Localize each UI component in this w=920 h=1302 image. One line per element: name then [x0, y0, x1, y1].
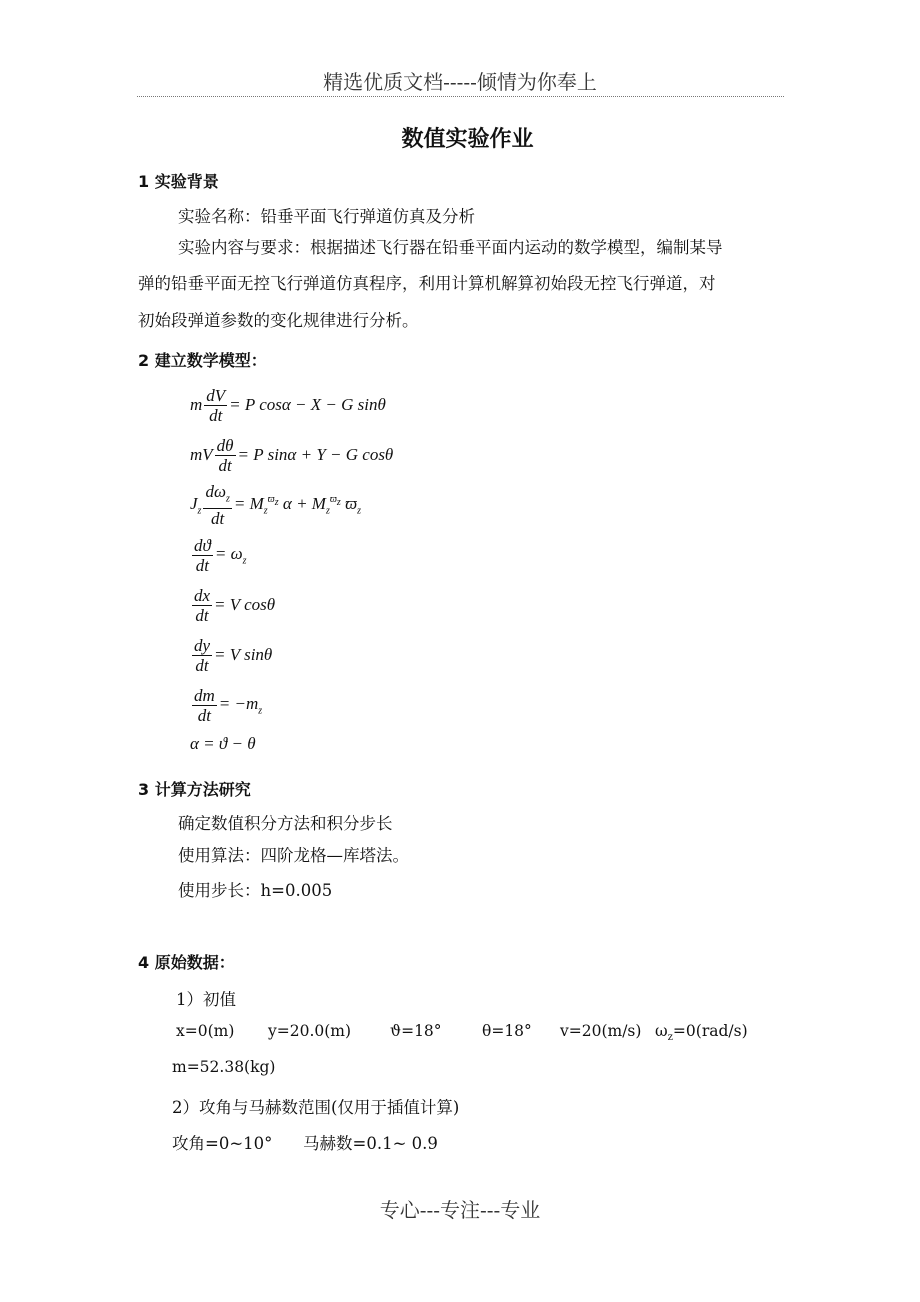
- section-2-heading: 2 建立数学模型：: [138, 351, 267, 370]
- mach-range: 马赫数=0.1~ 0.9: [303, 1134, 438, 1153]
- eq5-rhs: = V cosθ: [214, 595, 276, 614]
- header-divider: [137, 96, 784, 97]
- eq5-fraction: [192, 586, 212, 625]
- section-4-heading: 4 原始数据：: [138, 953, 235, 972]
- method-line-2: 使用算法：四阶龙格—库塔法。: [178, 846, 409, 865]
- experiment-name: 实验名称：铅垂平面飞行弹道仿真及分析: [178, 207, 475, 226]
- eq4-rhs: = $\omega_z$: [214, 543, 247, 567]
- init-pitch-angle: ϑ=18°: [390, 1022, 442, 1040]
- equation-x-position: [190, 585, 275, 625]
- content-line-2: 弹的铅垂平面无控飞行弹道仿真程序，利用计算机解算初始段无控飞行弹道，对: [138, 274, 716, 293]
- eq7-fraction: [192, 686, 217, 725]
- equation-velocity: [190, 385, 386, 425]
- range-label: 2）攻角与马赫数范围(仅用于插值计算): [172, 1098, 460, 1117]
- eq3-denominator: dt: [211, 509, 225, 529]
- content-line-1: 实验内容与要求：根据描述飞行器在铅垂平面内运动的数学模型，编制某导: [178, 238, 723, 257]
- init-angular-rate: $\omega_z=0(rad/s)$: [655, 1022, 748, 1044]
- equation-y-position: [190, 635, 272, 675]
- eq1-fraction: [204, 386, 227, 425]
- equation-flight-path: [190, 435, 393, 475]
- method-line-1: 确定数值积分方法和积分步长: [178, 814, 393, 833]
- alpha-range: 攻角=0~10°: [172, 1134, 273, 1153]
- eq8-lhs: α = ϑ − θ: [190, 734, 256, 753]
- eq1-numerator: dV: [206, 385, 226, 405]
- eq2-numerator: dθ: [216, 435, 234, 455]
- page-footer: 专心---专注---专业: [379, 1198, 541, 1222]
- eq3-lhs: $J_z$: [190, 493, 202, 517]
- eq2-fraction: [215, 436, 236, 475]
- equation-mass: [190, 685, 262, 725]
- eq6-rhs: = V sinθ: [214, 645, 273, 664]
- equation-pitch-rate: [190, 481, 361, 529]
- eq4-denominator: dt: [195, 555, 210, 575]
- eq7-numerator: dm: [194, 685, 215, 705]
- eq7-denominator: dt: [197, 705, 211, 725]
- eq2-lhs: mV: [190, 445, 213, 464]
- content-line-3: 初始段弹道参数的变化规律进行分析。: [138, 311, 419, 330]
- eq1-denominator: dt: [209, 405, 223, 425]
- eq1-rhs: = P cosα − X − G sinθ: [229, 395, 386, 414]
- initial-values-label: 1）初值: [176, 990, 236, 1009]
- eq1-lhs: m: [190, 395, 203, 414]
- eq3-numerator: $d\omega_z$: [203, 482, 231, 509]
- method-line-3: 使用步长：h=0.005: [178, 881, 333, 900]
- eq2-denominator: dt: [218, 455, 232, 475]
- section-1-heading: 1 实验背景: [138, 172, 219, 191]
- document-title: 数值实验作业: [401, 127, 534, 152]
- section-3-heading: 3 计算方法研究: [138, 780, 251, 799]
- eq6-denominator: dt: [195, 655, 209, 675]
- equation-angle-of-attack: [190, 724, 256, 764]
- eq4-numerator: dϑ: [194, 535, 211, 555]
- eq5-numerator: dx: [194, 585, 211, 605]
- eq3-rhs: = $M_z^{ϖ_z}$ $\alpha + M_z^{ϖ_z}$ $ϖ_z$: [233, 493, 361, 517]
- init-y: y=20.0(m): [268, 1022, 352, 1040]
- init-velocity: v=20(m/s): [560, 1022, 642, 1040]
- eq2-rhs: = P sinα + Y − G cosθ: [237, 445, 394, 464]
- eq5-denominator: dt: [195, 605, 209, 625]
- eq7-rhs: = $-m_z$: [218, 693, 263, 717]
- eq4-fraction: [192, 536, 213, 575]
- init-x: x=0(m): [176, 1022, 235, 1040]
- eq3-fraction: [203, 482, 231, 528]
- page-header: 精选优质文档-----倾情为你奉上: [323, 70, 597, 94]
- eq6-fraction: [192, 636, 212, 675]
- equation-pitch-angle: [190, 535, 246, 575]
- init-mass: m=52.38(kg): [172, 1058, 276, 1076]
- init-flight-path-angle: θ=18°: [482, 1022, 532, 1040]
- eq6-numerator: dy: [194, 635, 211, 655]
